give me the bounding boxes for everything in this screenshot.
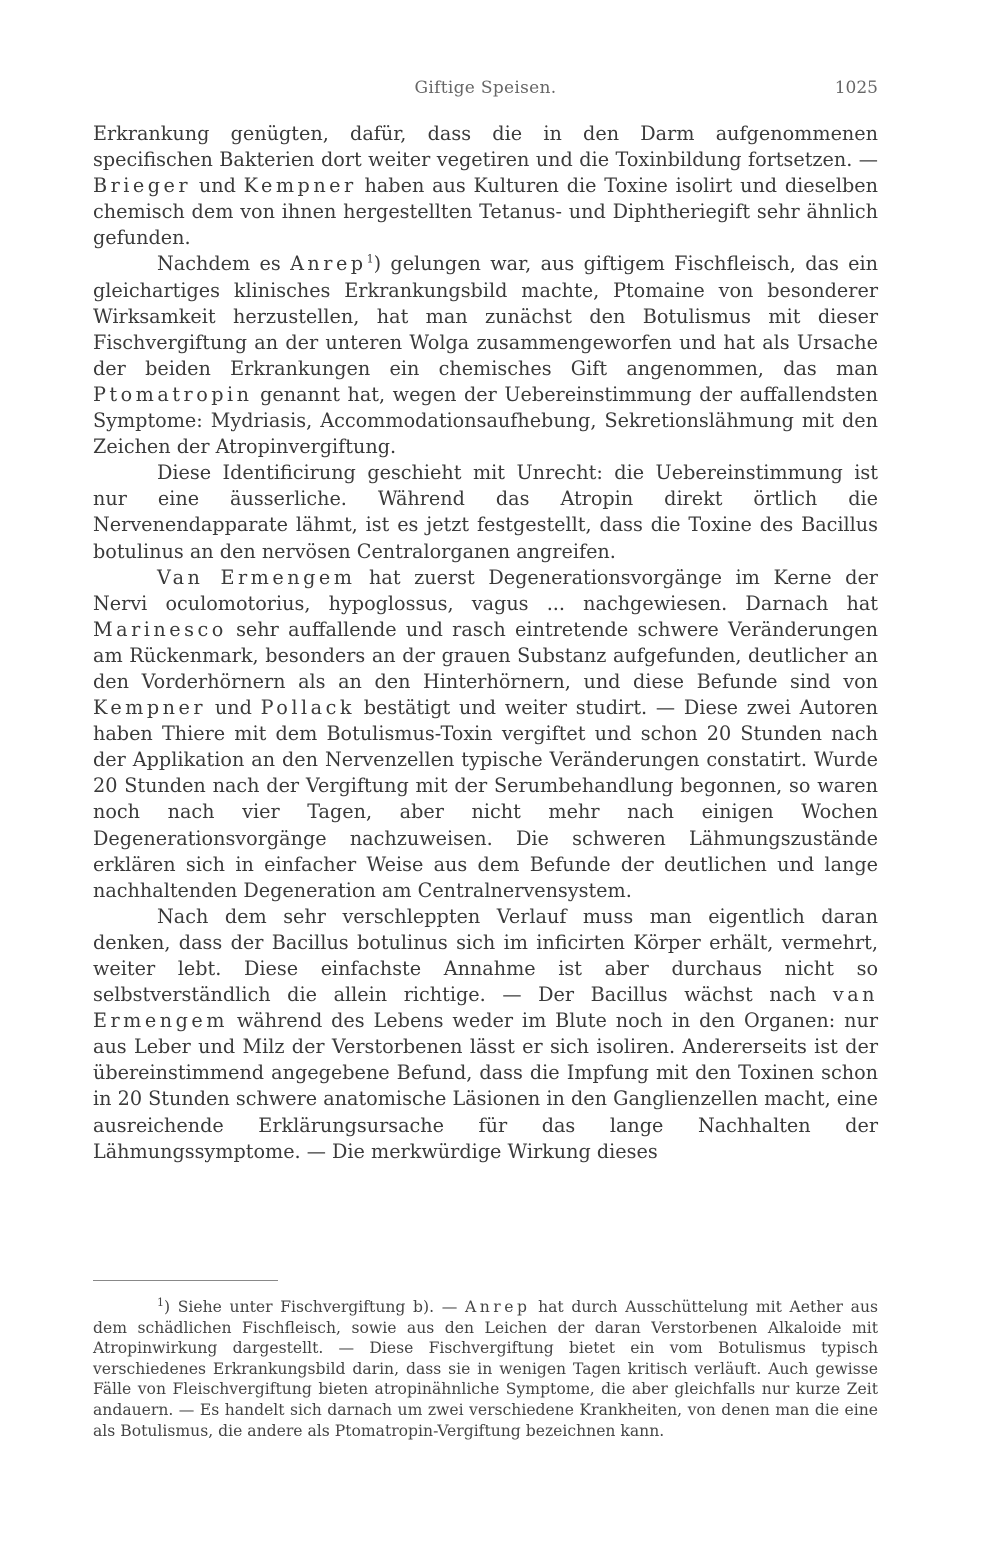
body-text xyxy=(93,121,878,1165)
author-name: Kempner xyxy=(93,696,207,720)
text-run: und xyxy=(206,696,261,720)
author-name: Anrep xyxy=(290,252,367,276)
footnote-marker: 1 xyxy=(366,253,374,267)
running-title: Giftige Speisen. xyxy=(414,78,557,98)
text-run: während des Lebens weder im Blute noch in den Organen: nur aus Leber und Milz der Verstorbenen lässt er sich isoliren. Andererseits ist der übereinstimmend angegebene Befund, dass die Impfung mit den Toxinen schon in 20 Stunden schwere anatomische Läsionen in den Ganglienzellen macht, eine ausreichende Erklärungsursache für das lange Nachhalten der Lähmungssymptome. — Die merkwürdige Wirkung dieses xyxy=(93,1009,878,1163)
footnote xyxy=(93,1297,878,1441)
text-run: Nach dem sehr verschleppten Verlauf muss man eigentlich daran denken, dass der Bacillus botulinus sich im inficirten Körper erhält, vermehrt, weiter lebt. Diese einfachste Annahme ist aber durchaus nicht so selbstverständlich die allein richtige. — Der Bacillus wächst nach xyxy=(93,904,878,1007)
footnote-rule xyxy=(93,1280,278,1281)
text-run: Diese Identificirung geschieht mit Unrecht: die Uebereinstimmung ist nur eine äusserliche. Während das Atropin direkt örtlich die Nervenendapparate lähmt, ist es jetzt festgestellt, dass die Toxine des Bacillus botulinus an den nervösen Centralorganen angreifen. xyxy=(93,461,878,563)
text-run: ) Siehe unter Fischvergiftung b). — xyxy=(164,1298,465,1316)
author-name: Marinesco xyxy=(93,617,227,641)
footnote-marker: 1 xyxy=(157,1295,164,1309)
page-number: 1025 xyxy=(834,78,878,98)
text-run: hat zuerst Degenerationsvorgänge im Kerne der Nervi oculomotorius, hypoglossus, vagus ... nachgewiesen. Darnach hat xyxy=(93,565,878,615)
text-run: ) gelungen war, aus giftigem Fischfleisch, das ein gleichartiges klinisches Erkrankungsbild machte, Ptomaine von besonderer Wirksamkeit herzustellen, hat man zunächst den Botulismus mit dieser Fischvergiftung an der unteren Wolga zusammengeworfen und hat als Ursache der beiden Erkrankungen ein chemisches Gift angenommen, das man xyxy=(93,252,878,380)
paragraph xyxy=(93,460,878,564)
text-run: bestätigt und weiter studirt. — Diese zwei Autoren haben Thiere mit dem Botulismus-Toxin vergiftet und schon 20 Stunden nach der Applikation an den Nervenzellen typische Veränderungen constatirt. Wurde 20 Stunden nach der Vergiftung mit der Serumbehandlung begonnen, so waren noch nach vier Tagen, aber nicht mehr nach einigen Wochen Degenerationsvorgänge nachzuweisen. Die schweren Lähmungszustände erklären sich in einfacher Weise aus dem Befunde der deutlichen und lange nachhaltenden Degeneration am Centralnervensystem. xyxy=(93,696,879,902)
author-name: van Ermengem xyxy=(93,983,878,1033)
author-name: Brieger xyxy=(93,174,192,198)
text-run: und xyxy=(191,174,244,198)
text-run: sehr auffallende und rasch eintretende schwere Veränderungen am Rückenmark, besonders an der grauen Substanz aufgefunden, deutlicher an den Vorderhörnern als an den Hinterhörnern, und diese Befunde sind von xyxy=(93,617,878,693)
running-header xyxy=(93,78,878,102)
paragraph xyxy=(93,121,878,251)
paragraph xyxy=(93,251,878,460)
author-name: Pollack xyxy=(260,696,355,720)
text-run: haben aus Kulturen die Toxine isolirt und dieselben chemisch dem von ihnen hergestellten Tetanus- und Diphtheriegift sehr ähnlich gefunden. xyxy=(93,174,878,250)
text-run: hat durch Ausschüttelung mit Aether aus dem schädlichen Fischfleisch, sowie aus den Leichen der daran Verstorbenen Alkaloide mit Atropinwirkung dargestellt. — Diese Fischvergiftung bietet ein vom Botulismus typisch verschiedenes Erkrankungsbild darin, dass sie in wenigen Tagen kritisch verläuft. Auch gewisse Fälle von Fleischvergiftung bieten atropinähnliche Symptome, die aber gleichfalls nur kurze Zeit andauern. — Es handelt sich darnach um zwei verschiedene Krankheiten, von denen man die eine als Botulismus, die andere als Ptomatropin-Vergiftung bezeichnen kann. xyxy=(93,1298,878,1440)
text-run: Nachdem es xyxy=(157,252,291,276)
author-name: Van Ermengem xyxy=(157,565,356,589)
author-name: Ptomatropin xyxy=(93,382,253,406)
author-name: Anrep xyxy=(464,1298,531,1316)
text-run: Erkrankung genügten, dafür, dass die in den Darm aufgenommenen specifischen Bakterien dort weiter vegetiren und die Toxinbildung fortsetzen. — xyxy=(93,122,878,172)
paragraph xyxy=(93,565,878,904)
author-name: Kempner xyxy=(243,174,357,198)
text-run: genannt hat, wegen der Uebereinstimmung der auffallendsten Symptome: Mydriasis, Accommodationsaufhebung, Sekretionslähmung mit den Zeichen der Atropinvergiftung. xyxy=(93,382,878,459)
footnote-paragraph xyxy=(93,1297,878,1441)
paragraph xyxy=(93,904,878,1165)
